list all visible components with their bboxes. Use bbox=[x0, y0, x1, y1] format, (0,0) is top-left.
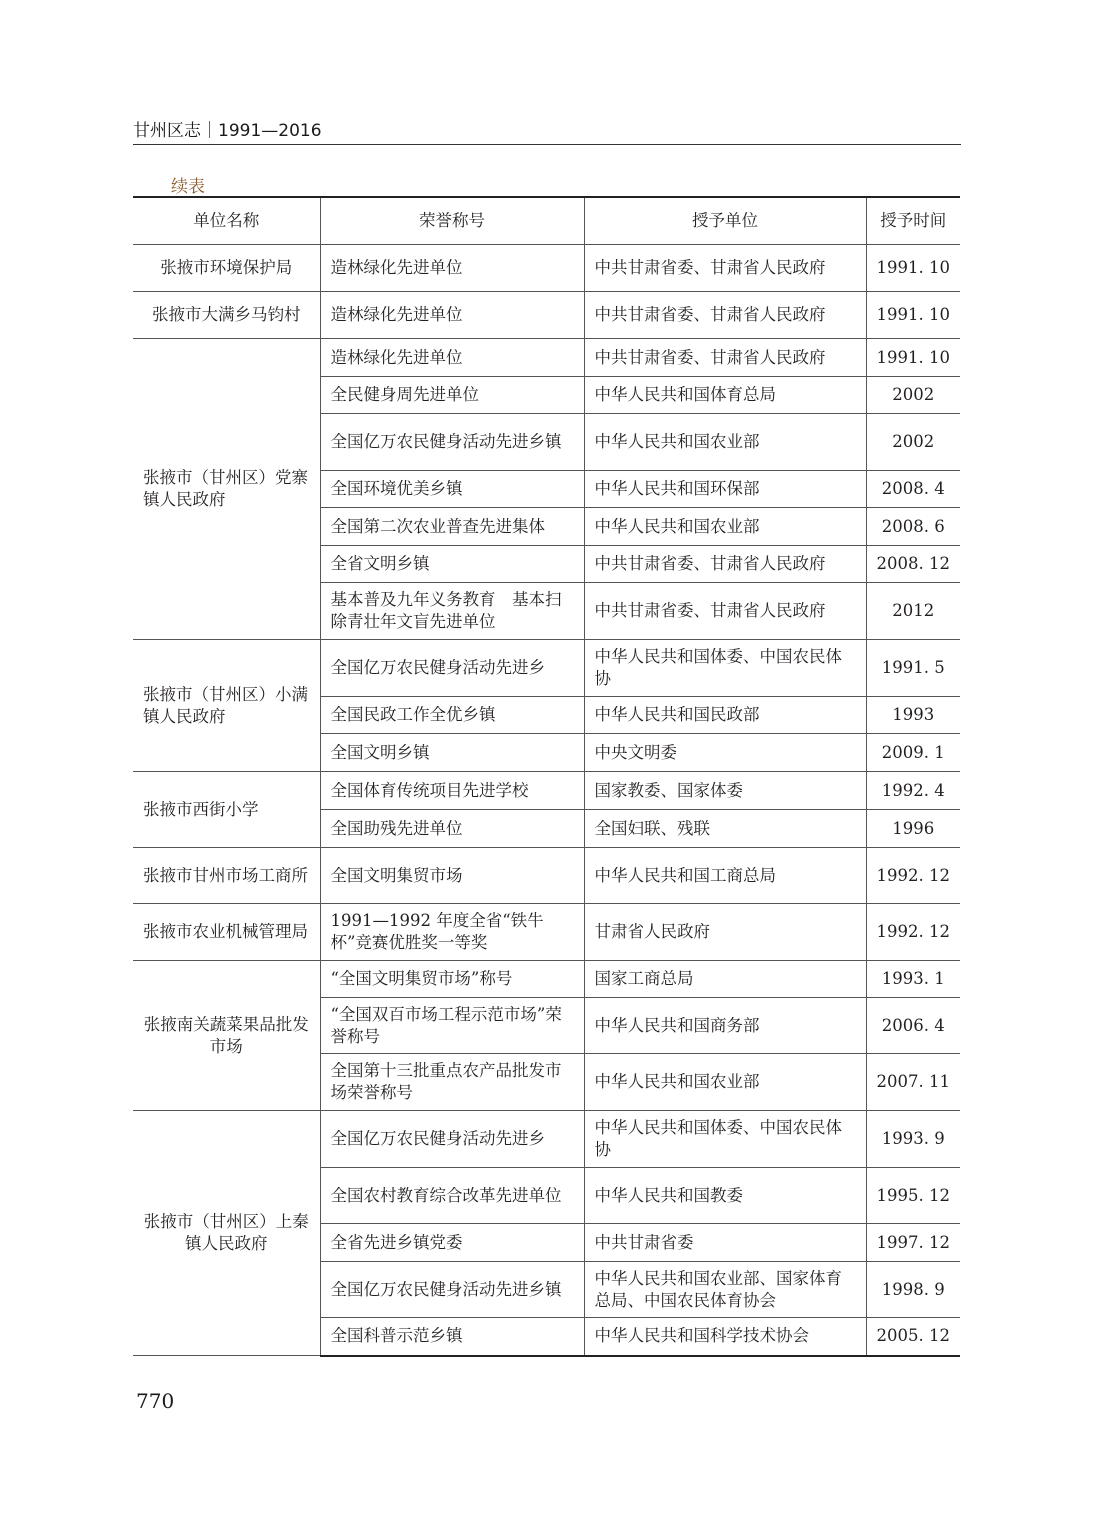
date-cell: 1991. 10 bbox=[866, 339, 960, 377]
date-cell: 2008. 4 bbox=[866, 471, 960, 508]
honor-cell: 全国亿万农民健身活动先进乡镇 bbox=[320, 1262, 584, 1318]
honor-cell: “全国文明集贸市场”称号 bbox=[320, 961, 584, 998]
date-cell: 1991. 5 bbox=[866, 640, 960, 697]
honor-cell: 全民健身周先进单位 bbox=[320, 377, 584, 414]
honor-cell: 全国亿万农民健身活动先进乡镇 bbox=[320, 414, 584, 471]
date-cell: 1998. 9 bbox=[866, 1262, 960, 1318]
honor-cell: 全国体育传统项目先进学校 bbox=[320, 772, 584, 810]
date-cell: 1997. 12 bbox=[866, 1224, 960, 1262]
date-cell: 1992. 4 bbox=[866, 772, 960, 810]
honor-cell: 全国第十三批重点农产品批发市场荣誉称号 bbox=[320, 1054, 584, 1111]
column-header-grantor: 授予单位 bbox=[584, 197, 866, 245]
grantor-cell: 中华人民共和国商务部 bbox=[584, 998, 866, 1054]
table-row bbox=[133, 772, 960, 810]
table-row bbox=[133, 339, 960, 377]
grantor-cell: 中华人民共和国工商总局 bbox=[584, 848, 866, 904]
table-row bbox=[133, 961, 960, 998]
grantor-cell: 中共甘肃省委 bbox=[584, 1224, 866, 1262]
grantor-cell: 中华人民共和国民政部 bbox=[584, 697, 866, 734]
page-number: 770 bbox=[136, 1389, 175, 1413]
unit-name-cell: 张掖市（甘州区）党寨镇人民政府 bbox=[133, 339, 320, 640]
grantor-cell: 中华人民共和国体育总局 bbox=[584, 377, 866, 414]
grantor-cell: 中共甘肃省委、甘肃省人民政府 bbox=[584, 292, 866, 339]
grantor-cell: 中华人民共和国教委 bbox=[584, 1168, 866, 1224]
honor-cell: 造林绿化先进单位 bbox=[320, 245, 584, 292]
date-cell: 1996 bbox=[866, 810, 960, 848]
unit-name-cell: 张掖市环境保护局 bbox=[133, 245, 320, 292]
honor-cell: 全国文明集贸市场 bbox=[320, 848, 584, 904]
date-cell: 1993 bbox=[866, 697, 960, 734]
column-header-unit: 单位名称 bbox=[133, 197, 320, 245]
unit-name-cell: 张掖市（甘州区）上秦镇人民政府 bbox=[133, 1111, 320, 1356]
grantor-cell: 国家工商总局 bbox=[584, 961, 866, 998]
grantor-cell: 中华人民共和国体委、中国农民体协 bbox=[584, 640, 866, 697]
grantor-cell: 中华人民共和国科学技术协会 bbox=[584, 1318, 866, 1356]
unit-name-cell: 张掖南关蔬菜果品批发市场 bbox=[133, 961, 320, 1111]
honor-cell: 全省文明乡镇 bbox=[320, 546, 584, 583]
grantor-cell: 全国妇联、残联 bbox=[584, 810, 866, 848]
column-header-honor: 荣誉称号 bbox=[320, 197, 584, 245]
honor-cell: 1991—1992 年度全省“铁牛杯”竞赛优胜奖一等奖 bbox=[320, 904, 584, 961]
date-cell: 2007. 11 bbox=[866, 1054, 960, 1111]
honor-cell: 全国环境优美乡镇 bbox=[320, 471, 584, 508]
date-cell: 1992. 12 bbox=[866, 848, 960, 904]
honor-cell: 全国亿万农民健身活动先进乡 bbox=[320, 640, 584, 697]
date-cell: 2012 bbox=[866, 583, 960, 640]
date-cell: 2006. 4 bbox=[866, 998, 960, 1054]
date-cell: 1995. 12 bbox=[866, 1168, 960, 1224]
unit-name-cell: 张掖市农业机械管理局 bbox=[133, 904, 320, 961]
honor-cell: 基本普及九年义务教育 基本扫除青壮年文盲先进单位 bbox=[320, 583, 584, 640]
table-row bbox=[133, 640, 960, 697]
honor-cell: 造林绿化先进单位 bbox=[320, 292, 584, 339]
table-row bbox=[133, 245, 960, 292]
table-row bbox=[133, 1111, 960, 1168]
grantor-cell: 国家教委、国家体委 bbox=[584, 772, 866, 810]
date-cell: 2008. 12 bbox=[866, 546, 960, 583]
honor-cell: 全国第二次农业普查先进集体 bbox=[320, 508, 584, 546]
table-body bbox=[133, 245, 960, 1356]
column-header-date: 授予时间 bbox=[866, 197, 960, 245]
unit-name-cell: 张掖市西街小学 bbox=[133, 772, 320, 848]
honor-cell: 全国文明乡镇 bbox=[320, 734, 584, 772]
date-cell: 1993. 9 bbox=[866, 1111, 960, 1168]
date-cell: 1991. 10 bbox=[866, 292, 960, 339]
honor-cell: 全国助残先进单位 bbox=[320, 810, 584, 848]
date-cell: 1991. 10 bbox=[866, 245, 960, 292]
grantor-cell: 中华人民共和国环保部 bbox=[584, 471, 866, 508]
honor-cell: 全省先进乡镇党委 bbox=[320, 1224, 584, 1262]
grantor-cell: 中共甘肃省委、甘肃省人民政府 bbox=[584, 583, 866, 640]
honor-cell: 造林绿化先进单位 bbox=[320, 339, 584, 377]
honor-cell: 全国农村教育综合改革先进单位 bbox=[320, 1168, 584, 1224]
grantor-cell: 中华人民共和国农业部、国家体育总局、中国农民体育协会 bbox=[584, 1262, 866, 1318]
honors-table bbox=[133, 196, 960, 1357]
table-row bbox=[133, 848, 960, 904]
grantor-cell: 中华人民共和国农业部 bbox=[584, 1054, 866, 1111]
honor-cell: 全国科普示范乡镇 bbox=[320, 1318, 584, 1356]
unit-name-cell: 张掖市甘州市场工商所 bbox=[133, 848, 320, 904]
date-cell: 2008. 6 bbox=[866, 508, 960, 546]
grantor-cell: 中央文明委 bbox=[584, 734, 866, 772]
grantor-cell: 甘肃省人民政府 bbox=[584, 904, 866, 961]
table-row bbox=[133, 292, 960, 339]
date-cell: 1992. 12 bbox=[866, 904, 960, 961]
date-cell: 2005. 12 bbox=[866, 1318, 960, 1356]
honor-cell: 全国民政工作全优乡镇 bbox=[320, 697, 584, 734]
running-head: 甘州区志｜1991—2016 bbox=[133, 121, 961, 145]
date-cell: 2002 bbox=[866, 377, 960, 414]
honor-cell: 全国亿万农民健身活动先进乡 bbox=[320, 1111, 584, 1168]
grantor-cell: 中共甘肃省委、甘肃省人民政府 bbox=[584, 546, 866, 583]
date-cell: 2009. 1 bbox=[866, 734, 960, 772]
table-row bbox=[133, 904, 960, 961]
continued-label: 续表 bbox=[171, 177, 205, 197]
grantor-cell: 中共甘肃省委、甘肃省人民政府 bbox=[584, 339, 866, 377]
unit-name-cell: 张掖市大满乡马钧村 bbox=[133, 292, 320, 339]
unit-name-cell: 张掖市（甘州区）小满镇人民政府 bbox=[133, 640, 320, 772]
grantor-cell: 中华人民共和国农业部 bbox=[584, 414, 866, 471]
grantor-cell: 中共甘肃省委、甘肃省人民政府 bbox=[584, 245, 866, 292]
honor-cell: “全国双百市场工程示范市场”荣誉称号 bbox=[320, 998, 584, 1054]
grantor-cell: 中华人民共和国农业部 bbox=[584, 508, 866, 546]
grantor-cell: 中华人民共和国体委、中国农民体协 bbox=[584, 1111, 866, 1168]
table-header-row bbox=[133, 197, 960, 245]
date-cell: 2002 bbox=[866, 414, 960, 471]
date-cell: 1993. 1 bbox=[866, 961, 960, 998]
